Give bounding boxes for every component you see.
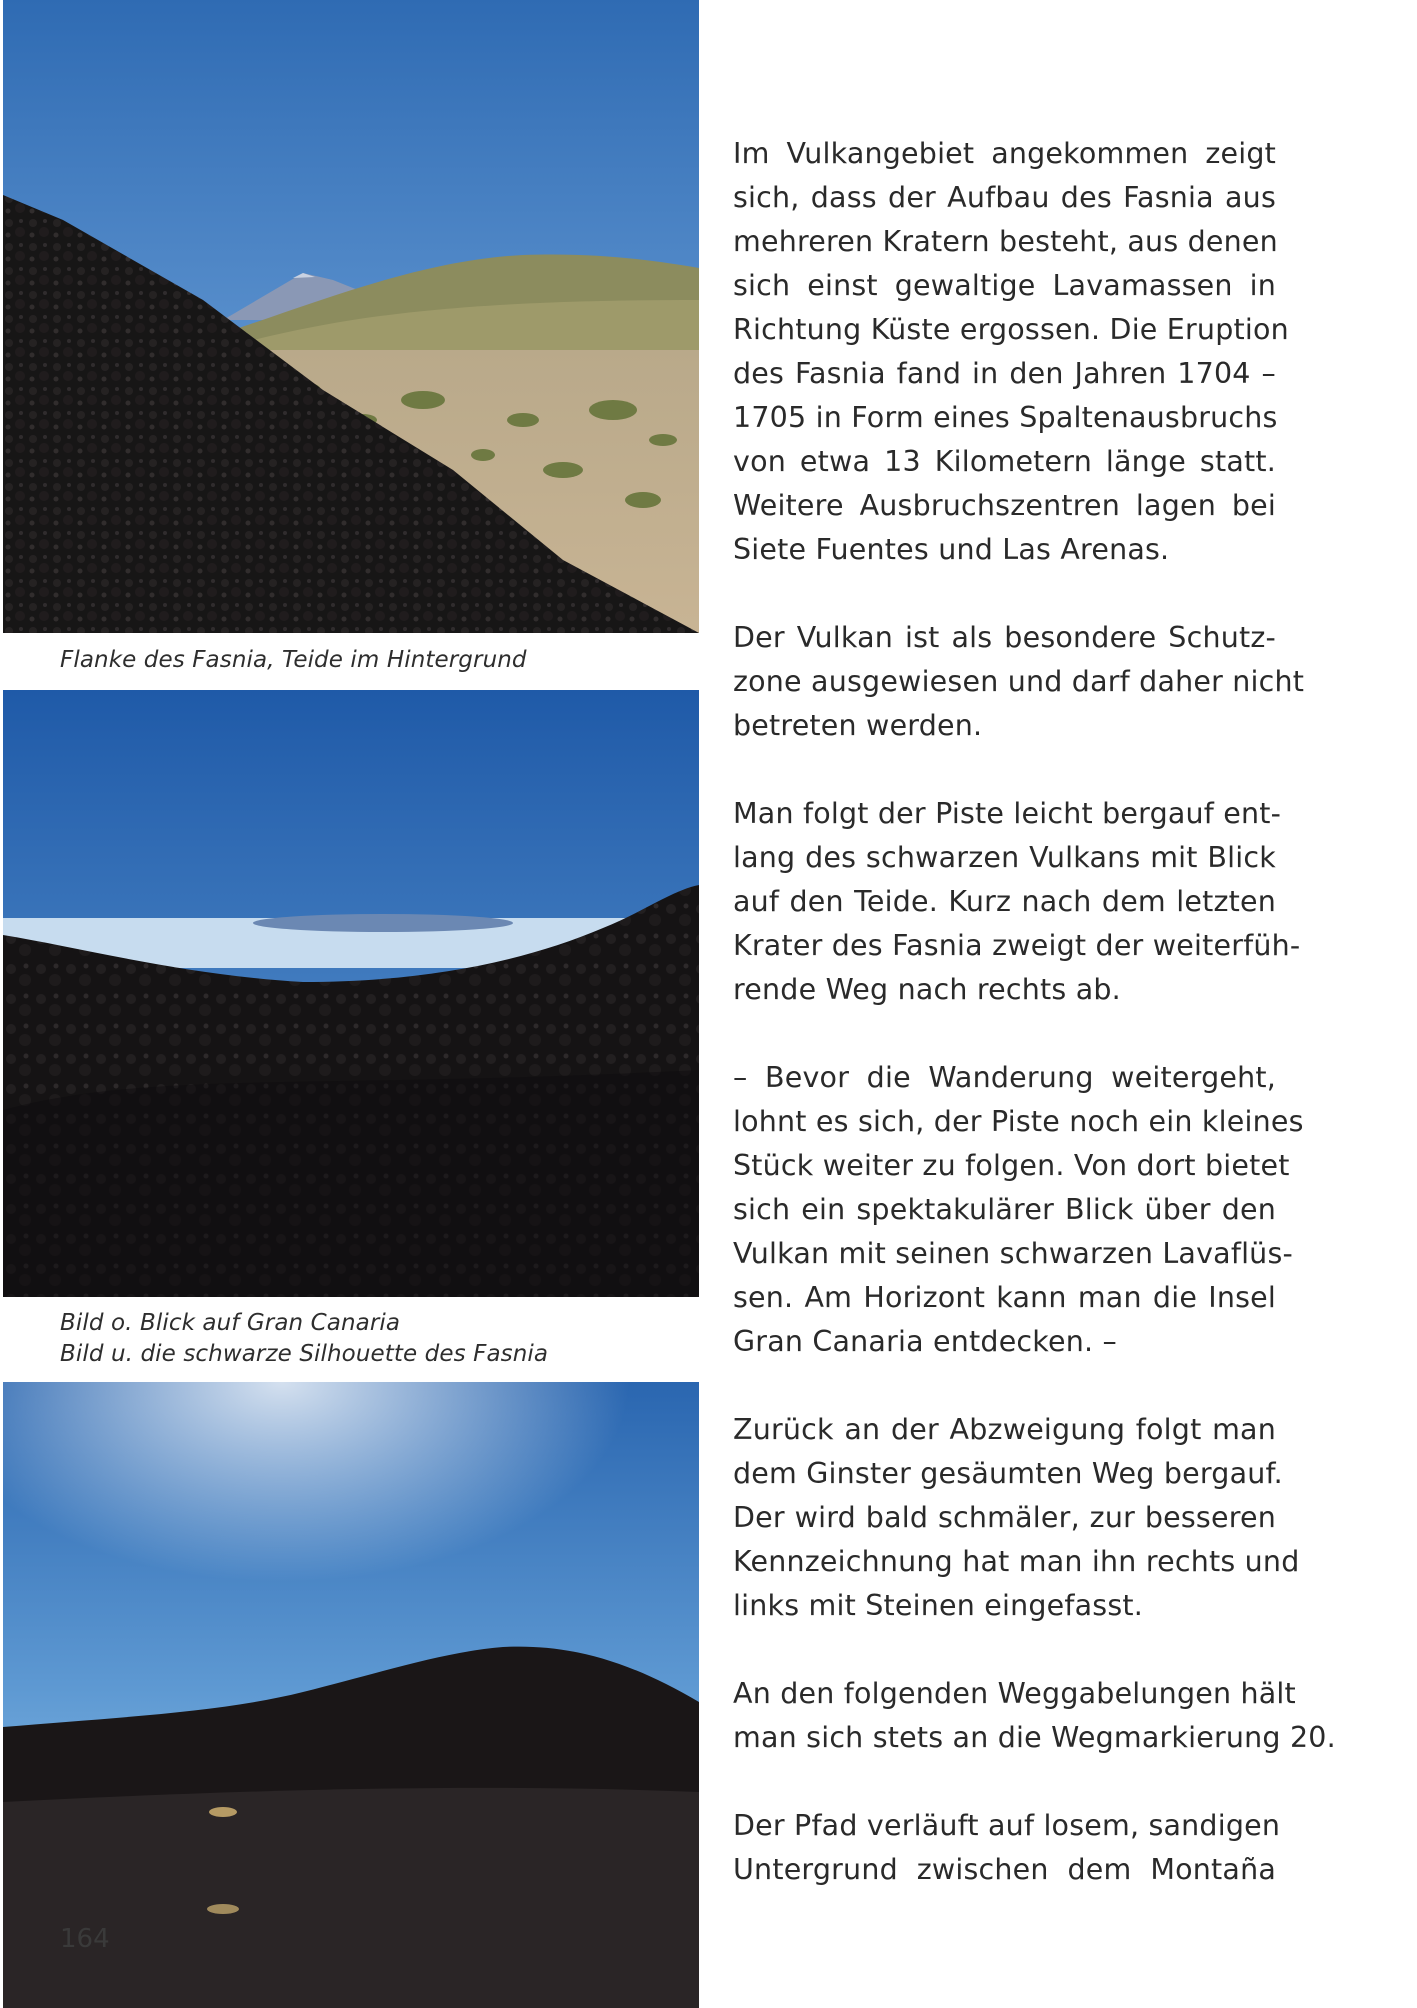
text-line: sich, dass der Aufbau des Fasnia aus	[733, 181, 1276, 214]
body-text-column	[733, 132, 1336, 1936]
text-line: Der Vulkan ist als besondere Schutz-	[733, 621, 1276, 654]
text-line: 1705 in Form eines Spaltenausbruchs	[733, 401, 1278, 434]
text-line: links mit Steinen eingefasst.	[733, 1589, 1144, 1622]
text-line: dem Ginster gesäumten Weg bergauf.	[733, 1457, 1283, 1490]
text-line: Krater des Fasnia zweigt der weiterfüh-	[733, 929, 1301, 962]
text-line: Vulkan mit seinen schwarzen Lavaflüs-	[733, 1237, 1293, 1270]
text-line: rende Weg nach rechts ab.	[733, 973, 1121, 1006]
text-line: Im Vulkangebiet angekommen zeigt	[733, 137, 1276, 170]
text-line: auf den Teide. Kurz nach dem letzten	[733, 885, 1276, 918]
text-line: mehreren Kratern besteht, aus denen	[733, 225, 1278, 258]
text-line: Zurück an der Abzweigung folgt man	[733, 1413, 1276, 1446]
text-line: betreten werden.	[733, 709, 983, 742]
text-line: von etwa 13 Kilometern länge statt.	[733, 445, 1276, 478]
paragraph-volcano-area	[733, 132, 1289, 572]
photo-caption-middle	[60, 1308, 548, 1370]
paragraph-junction	[733, 1408, 1300, 1628]
paragraph-path	[733, 1804, 1281, 1892]
text-line: man sich stets an die Wegmarkierung 20.	[733, 1721, 1336, 1754]
photo-caption-top	[60, 645, 527, 676]
text-line: lang des schwarzen Vulkans mit Blick	[733, 841, 1276, 874]
paragraph-waymarking	[733, 1672, 1336, 1760]
text-line: Untergrund zwischen dem Montaña	[733, 1853, 1276, 1886]
caption-line: Bild o. Blick auf Gran Canaria	[60, 1310, 401, 1336]
page-number: 164	[60, 1924, 110, 1954]
text-line: Gran Canaria entdecken. –	[733, 1325, 1117, 1358]
paragraph-piste	[733, 792, 1301, 1012]
text-line: zone ausgewiesen und darf daher nicht	[733, 665, 1305, 698]
paragraph-protection-zone	[733, 616, 1305, 748]
text-line: Stück weiter zu folgen. Von dort bietet	[733, 1149, 1290, 1182]
photo-fasnia-silhouette	[3, 1382, 699, 2008]
text-line: Kennzeichnung hat man ihn rechts und	[733, 1545, 1300, 1578]
text-line: Weitere Ausbruchszentren lagen bei	[733, 489, 1276, 522]
text-line: sich ein spektakulärer Blick über den	[733, 1193, 1276, 1226]
text-line: Der Pfad verläuft auf losem, sandigen	[733, 1809, 1281, 1842]
caption-line: Flanke des Fasnia, Teide im Hintergrund	[60, 647, 527, 673]
text-line: lohnt es sich, der Piste noch ein kleines	[733, 1105, 1304, 1138]
caption-line: Bild u. die schwarze Silhouette des Fasnia	[60, 1341, 549, 1367]
text-line: des Fasnia fand in den Jahren 1704 –	[733, 357, 1276, 390]
text-line: An den folgenden Weggabelungen hält	[733, 1677, 1296, 1710]
text-line: Richtung Küste ergossen. Die Eruption	[733, 313, 1289, 346]
text-line: sen. Am Horizont kann man die Insel	[733, 1281, 1276, 1314]
text-line: sich einst gewaltige Lavamassen in	[733, 269, 1276, 302]
paragraph-detour	[733, 1056, 1304, 1364]
text-line: Man folgt der Piste leicht bergauf ent-	[733, 797, 1282, 830]
text-line: Der wird bald schmäler, zur besseren	[733, 1501, 1276, 1534]
text-line: Siete Fuentes und Las Arenas.	[733, 533, 1170, 566]
text-line: – Bevor die Wanderung weitergeht,	[733, 1061, 1276, 1094]
photo-fasnia-flank	[3, 0, 699, 633]
photo-gran-canaria-view	[3, 690, 699, 1297]
